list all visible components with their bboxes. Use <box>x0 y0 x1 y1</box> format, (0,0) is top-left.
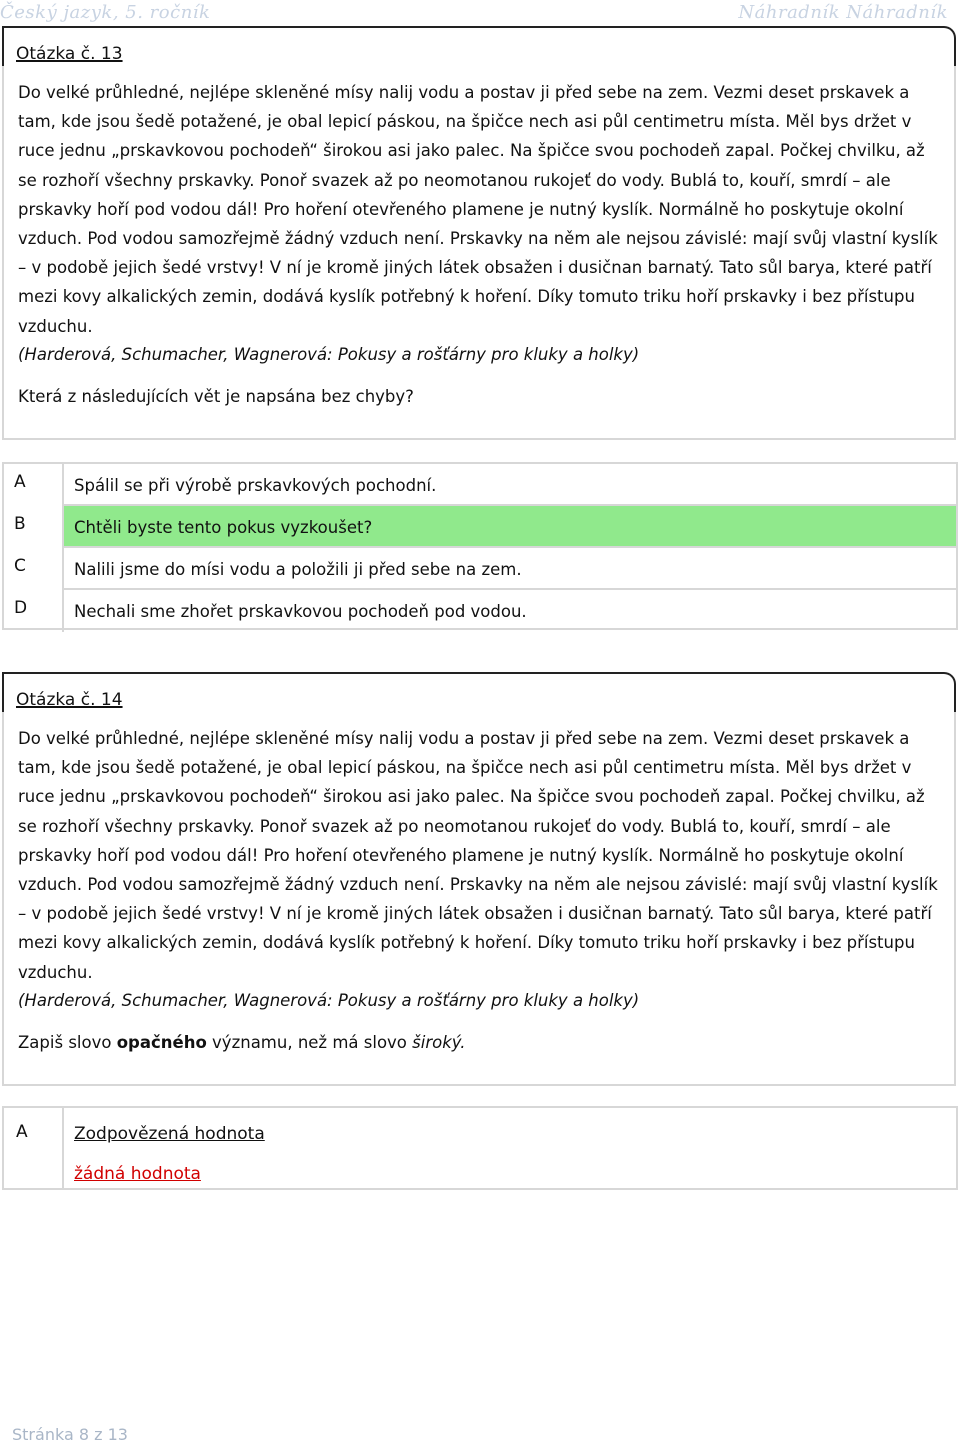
header-subject: Český jazyk, 5. ročník <box>0 2 211 23</box>
option-c[interactable] <box>4 548 956 590</box>
option-c-text: Nalili jsme do mísi vodu a položili ji před sebe na zem. <box>62 548 956 590</box>
prompt-part-1: Zapiš slovo <box>18 1033 117 1052</box>
option-a-letter: A <box>14 472 26 492</box>
question-13-options <box>2 462 958 630</box>
option-b-letter: B <box>14 514 26 534</box>
question-13-prompt: Která z následujících vět je napsána bez chyby? <box>18 387 414 406</box>
prompt-italic-word: široký. <box>412 1033 466 1052</box>
question-13-title: Otázka č. 13 <box>16 44 123 64</box>
option-b-text: Chtěli byste tento pokus vyzkoušet? <box>62 506 956 548</box>
answer-cell[interactable] <box>62 1108 956 1188</box>
question-13-citation: (Harderová, Schumacher, Wagnerová: Pokusy a rošťárny pro kluky a holky) <box>18 345 640 364</box>
option-d[interactable] <box>4 590 956 632</box>
question-14-answer <box>2 1106 958 1190</box>
option-d-letter: D <box>14 598 28 618</box>
page-number: Stránka 8 z 13 <box>12 1425 128 1444</box>
option-c-letter: C <box>14 556 26 576</box>
answer-label: Zodpovězená hodnota <box>74 1124 265 1144</box>
question-13-passage: Do velké průhledné, nejlépe skleněné mísy nalij vodu a postav ji před sebe na zem. Vezmi deset prskavek a tam, kde jsou šedě potažené, je obal lepicí páskou, na špičce nech asi půl centimetru místa. Měl bys držet v ruce jednu „prskavkovou pochodeň“ širokou asi jako palec. Na špičce svou pochodeň zapal. Počkej chvilku, až se rozhoří všechny prskavky. Ponoř svazek až po neomotanou rukojeť do vody. Bublá to, kouří, smrdí – ale prskavky hoří pod vodou dál! Pro hoření otevřeného plamene je nutný kyslík. Normálně ho poskytuje okolní vzduch. Pod vodou samozřejmě žádný vzduch není. Prskavky na něm ale nejsou závislé: mají svůj vlastní kyslík – v podobě jejich šedé vrstvy! V ní je kromě jiných látek obsažen i dusičnan barnatý. Tato sůl barya, které patří mezi kovy alkalických zemin, dodává kyslík potřebný k hoření. Díky tomuto triku hoří prskavky i bez přístupu vzduchu. <box>18 83 938 336</box>
prompt-part-2: významu, než má slovo <box>206 1033 413 1052</box>
question-14-title: Otázka č. 14 <box>16 690 123 710</box>
question-14-citation: (Harderová, Schumacher, Wagnerová: Pokusy a rošťárny pro kluky a holky) <box>18 991 640 1010</box>
option-d-text: Nechali sme zhořet prskavkovou pochodeň pod vodou. <box>62 590 956 632</box>
option-a[interactable] <box>4 464 956 506</box>
question-14-passage: Do velké průhledné, nejlépe skleněné mísy nalij vodu a postav ji před sebe na zem. Vezmi deset prskavek a tam, kde jsou šedě potažené, je obal lepicí páskou, na špičce nech asi půl centimetru místa. Měl bys držet v ruce jednu „prskavkovou pochodeň“ širokou asi jako palec. Na špičce svou pochodeň zapal. Počkej chvilku, až se rozhoří všechny prskavky. Ponoř svazek až po neomotanou rukojeť do vody. Bublá to, kouří, smrdí – ale prskavky hoří pod vodou dál! Pro hoření otevřeného plamene je nutný kyslík. Normálně ho poskytuje okolní vzduch. Pod vodou samozřejmě žádný vzduch není. Prskavky na něm ale nejsou závislé: mají svůj vlastní kyslík – v podobě jejich šedé vrstvy! V ní je kromě jiných látek obsažen i dusičnan barnatý. Tato sůl barya, které patří mezi kovy alkalických zemin, dodává kyslík potřebný k hoření. Díky tomuto triku hoří prskavky i bez přístupu vzduchu. <box>18 729 938 982</box>
answer-letter: A <box>16 1122 28 1142</box>
question-14-prompt <box>18 1033 466 1052</box>
option-a-text: Spálil se při výrobě prskavkových pochodní. <box>62 464 956 506</box>
answer-value: žádná hodnota <box>74 1164 201 1184</box>
option-b[interactable] <box>4 506 956 548</box>
prompt-bold-word: opačného <box>116 1033 207 1052</box>
page-header <box>0 2 960 26</box>
question-13-body <box>2 66 956 440</box>
header-student: Náhradník Náhradník <box>738 2 948 23</box>
question-14-header <box>2 672 956 712</box>
question-13-header <box>2 26 956 66</box>
question-14-body <box>2 712 956 1086</box>
